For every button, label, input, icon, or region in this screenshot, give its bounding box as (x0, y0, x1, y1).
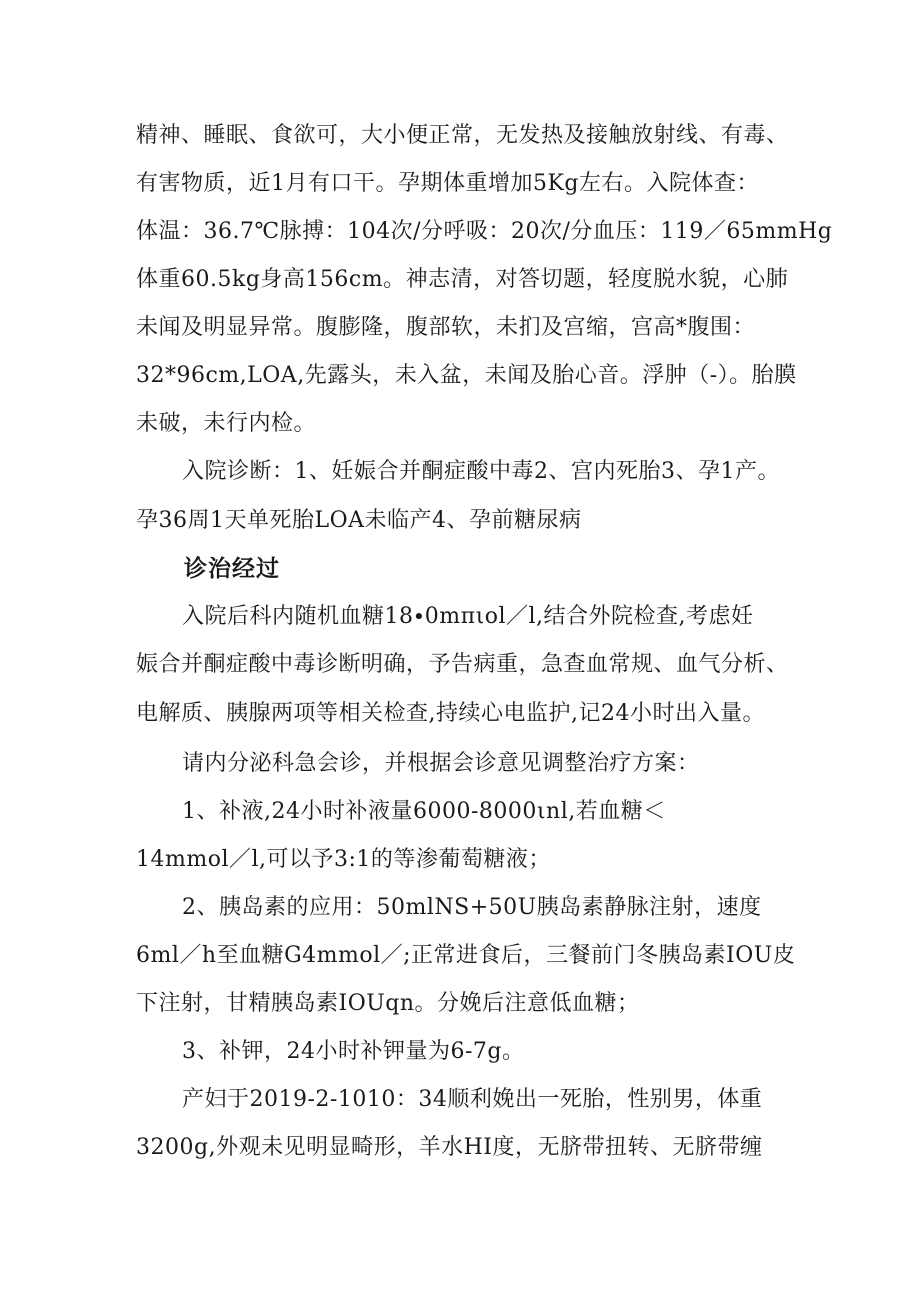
insulin-text-line-1: 2、胰岛素的应用：50mlNS+50U胰岛素静脉注射，速度 (182, 895, 762, 920)
treatment-text-line-3: 电解质、胰腺两项等相关检查,持续心电监护,记24小时出入量。 (136, 701, 765, 726)
fluid-text-line-2: 14mmol／l,可以予3:1的等渗葡萄糖液； (136, 847, 551, 872)
diagnosis-text-line-2: 孕36周1天单死胎LOA未临产4、孕前糖尿病 (136, 508, 582, 533)
potassium-text-line-1: 3、补钾，24小时补钾量为6-7g。 (182, 1039, 525, 1064)
delivery-text-line-1: 产妇于2019-2-1010：34顺利娩出一死胎，性别男，体重 (182, 1087, 763, 1112)
exam-text-line-3: 体温：36.7℃脉搏：104次/分呼吸：20次/分血压：119／65mmHg (136, 219, 833, 244)
exam-text-line-4: 体重60.5kg身高156cm。神志清，对答切题，轻度脱水貌，心肺 (136, 267, 789, 292)
exam-text-line-7: 未破，未行内检。 (136, 411, 317, 436)
treatment-text-line-1: 入院后科内随机血糖18∙0mπιol／l,结合外院检查,考虑妊 (182, 604, 754, 629)
treatment-text-line-2: 娠合并酮症酸中毒诊断明确，予告病重，急查血常规、血气分析、 (136, 652, 789, 677)
insulin-text-line-2: 6ml／h至血糖G4mmol／;正常进食后，三餐前门冬胰岛素IOU皮 (136, 943, 796, 968)
exam-text-line-5: 未闻及明显异常。腹膨隆，腹部软，未扪及宫缩，宫高*腹围： (136, 315, 756, 340)
insulin-text-line-3: 下注射，甘精胰岛素IOUqn。分娩后注意低血糖； (136, 991, 640, 1016)
consult-text-line-1: 请内分泌科急会诊，并根据会诊意见调整治疗方案： (182, 751, 700, 776)
fluid-text-line-1: 1、补液,24小时补液量6000-8000ιnl,若血糖＜ (182, 799, 666, 824)
diagnosis-text-line-1: 入院诊断：1、妊娠合并酮症酸中毒2、宫内死胎3、孕1产。 (182, 459, 780, 484)
exam-text-line-1: 精神、睡眠、食欲可，大小便正常，无发热及接触放射线、有毒、 (136, 123, 789, 148)
exam-text-line-6: 32*96cm,LOA,先露头，未入盆，未闻及胎心音。浮肿（-）。胎膜 (136, 363, 797, 388)
delivery-text-line-2: 3200g,外观未见明显畸形，羊水HI度，无脐带扭转、无脐带缠 (136, 1135, 763, 1160)
section-heading: 诊治经过 (184, 556, 280, 582)
exam-text-line-2: 有害物质，近1月有口干。孕期体重增加5Kg左右。入院体查： (136, 171, 760, 196)
